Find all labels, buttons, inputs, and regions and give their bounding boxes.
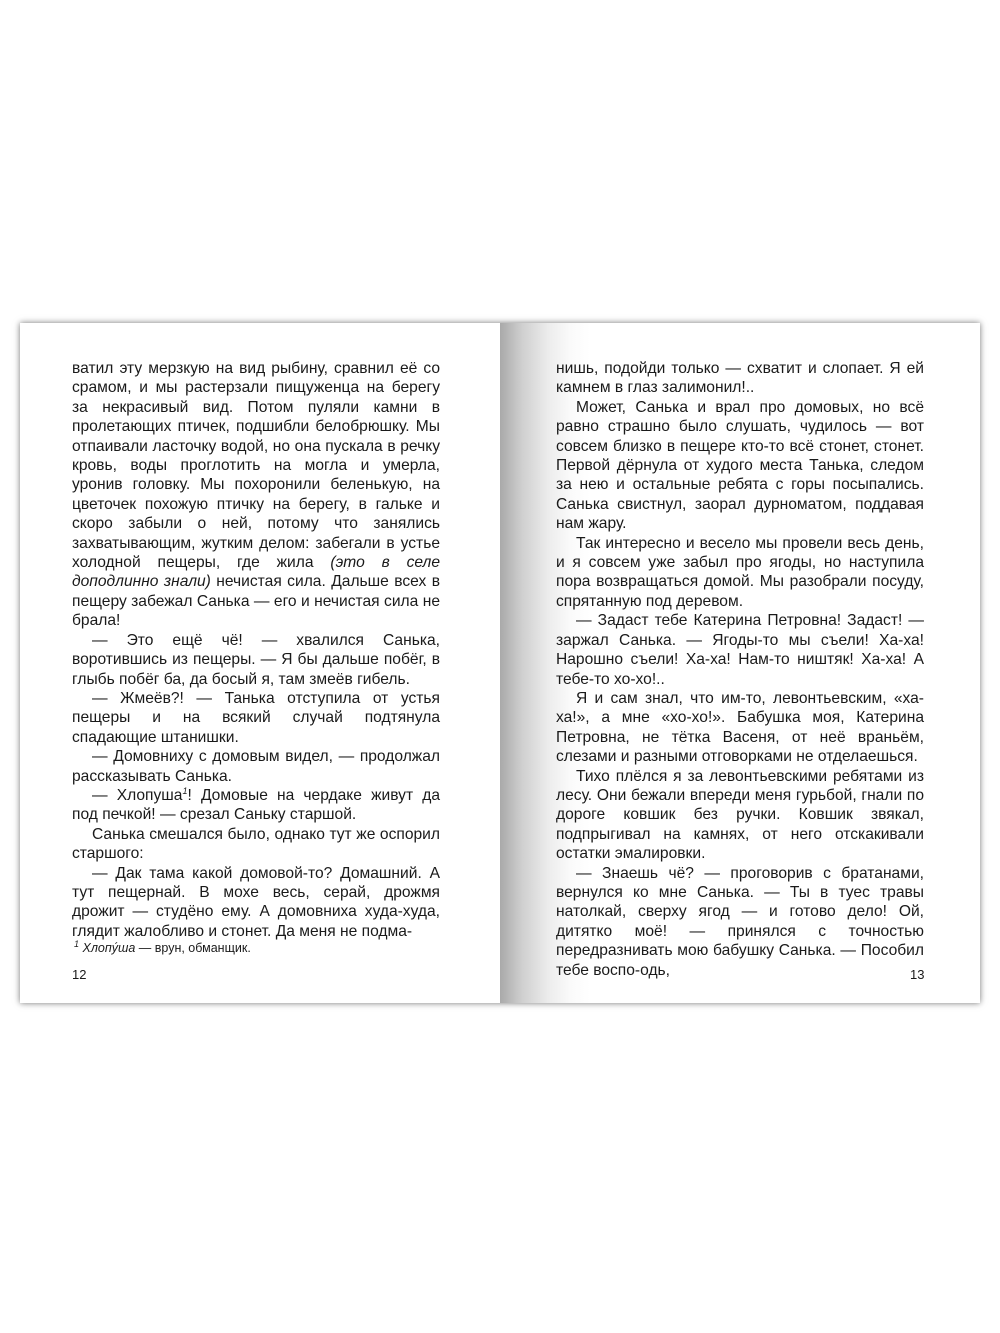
paragraph: — Дак тама какой домовой-то? Домашний. А тут пещернай. В мохе весь, серай, дрожмя дрожит — студёно ему. А домовниха худа-худа, глядит жалобливо и стонет. Да меня не подма- — [72, 864, 440, 940]
paragraph: — Жмеёв?! — Танька отступила от устья пещеры и на всякий случай подтянула спадающие штанишки. — [72, 689, 440, 746]
book-spread — [20, 323, 980, 1003]
paragraph: Санька смешался было, однако тут же оспорил старшого: — [72, 825, 440, 863]
paragraph: — Домовниху с домовым видел, — продолжал рассказывать Санька. — [72, 748, 440, 785]
paragraph: — Хлопуша$^1$! Домовые на чердаке живут да под печкой! — срезал Саньку старшой. — [72, 785, 440, 824]
left-page-text — [72, 359, 440, 941]
paragraph: Я и сам знал, что им-то, левонтьевским, «ха-ха!», а мне «хо-хо!». Бабушка моя, Катерина Петровна, не тётка Васеня, от неё враньём, слезами и разными отговорками не отделаешься. — [556, 689, 924, 766]
paragraph: — Это ещё чё! — хвалился Санька, воротившись из пещеры. — Я бы дальше побёг, в глыбь побёг ба, да босый я, там змеёв гибель. — [72, 631, 440, 688]
page-number: 13 — [910, 967, 925, 982]
footnote-ref: 1 — [182, 785, 188, 796]
footnote-term: Хлопу́ша — [82, 941, 136, 956]
paragraph: — Задаст тебе Катерина Петровна! Задаст! — заржал Санька. — Ягоды-то мы съели! Ха-ха! Нарошно съели! Ха-ха! Нам-то ништяк! Ха-ха! А тебе-то хо-хо!.. — [556, 612, 924, 688]
right-page — [500, 323, 980, 1003]
italic-aside: (это в селе доподлинно знали) — [72, 554, 440, 591]
paragraph: нишь, подойди только — схватит и слопает. Я ей камнем в глаз залимонил!.. — [556, 360, 924, 397]
paragraph: Тихо плёлся я за левонтьевскими ребятами из лесу. Они бежали впереди меня гурьбой, гнали по дороге ковшик без ручки. Ковшик звякал, подпрыгивал на камнях, от него отскакивали остатки эмалировки. — [556, 767, 924, 863]
paragraph: Так интересно и весело мы провели весь день, и я совсем уже забыл про ягоды, но наступила пора возвращаться домой. Мы разобрали посуду, спрятанную под деревом. — [556, 534, 924, 610]
paragraph: Может, Санька и врал про домовых, но всё равно страшно было слушать, чудилось — вот совсем близко в пещере кто-то всё стонет, стонет. Первой дёрнула от худого места Танька, следом за нею и остальные ребята с горы посыпались. Санька свистнул, заорал дурноматом, поддавая нам жару. — [556, 398, 924, 533]
paragraph: — Знаешь чё? — проговорив с братанами, вернулся ко мне Санька. — Ты в туес травы натолкай, сверху ягод — и готово дело! Ой, дитятко моё! — принялся с точностью передразнивать мою бабушку Санька. — Пособил тебе воспо-одь, — [556, 864, 924, 979]
footnote: $^1$ Хлопу́ша — врун, обманщик. — [74, 939, 251, 956]
left-page — [20, 323, 500, 1003]
right-page-text — [556, 359, 924, 980]
paragraph: ватил эту мерзкую на вид рыбину, сравнил её со срамом, и мы растерзали пищуженца на берегу за некрасивый вид. Потом пуляли камни в пролетающих птичек, подшибли белобрюшку. Мы отпаивали ласточку водой, но она пускала в речку кровь, воды проглотить на могла и умерла, уронив головку. Мы похоронили беленькую, на цветочек похожую птичку на берегу, в гальке и скоро забыли о ней, потому что занялись захватывающим, жутким делом: забегали в устье холодной пещеры, где жила (это в селе доподлинно знали) нечистая сила. Дальше всех в пещеру забежал Санька — его и нечистая сила не брала! — [72, 360, 440, 630]
page-number: 12 — [72, 967, 87, 982]
